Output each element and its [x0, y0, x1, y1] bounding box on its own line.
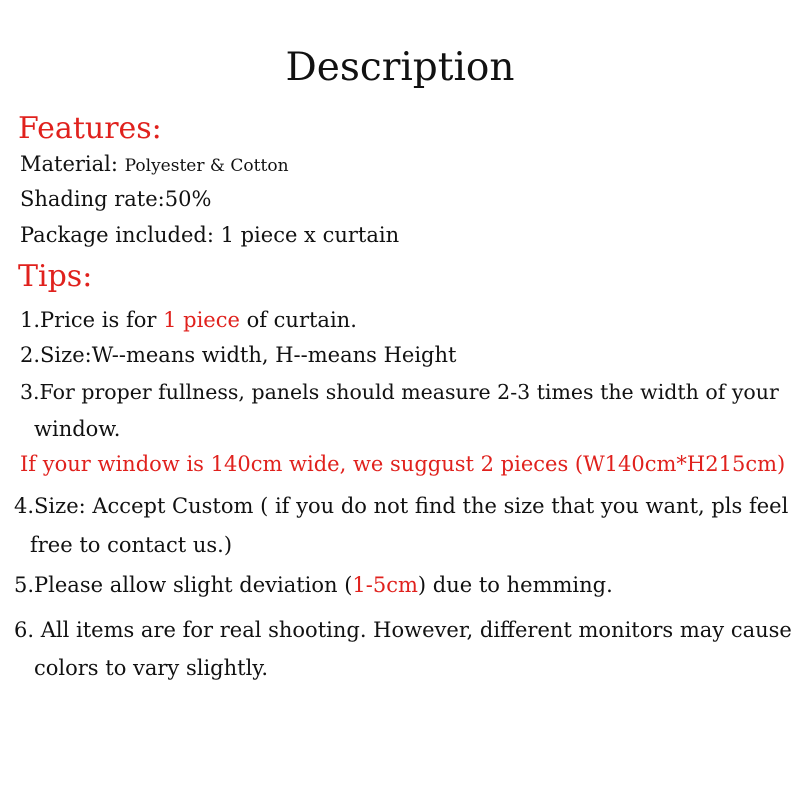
- tip-item-5-prefix: 5.Please allow slight deviation (: [14, 573, 353, 597]
- tip-item-1: [20, 310, 357, 331]
- tip-item-4-line-1: 4.Size: Accept Custom ( if you do not find the size that you want, pls feel: [14, 494, 789, 518]
- tip-item-5-suffix: ) due to hemming.: [417, 573, 613, 597]
- tip-item-4-line-2: free to contact us.): [30, 533, 233, 557]
- tip-item-1-suffix: of curtain.: [239, 308, 357, 332]
- package-included-line: Package included: 1 piece x curtain: [20, 223, 400, 247]
- shading-rate-line: Shading rate:50%: [20, 187, 212, 211]
- material-label: Material:: [20, 152, 118, 176]
- tip-item-1-prefix: 1.Price is for: [20, 308, 164, 332]
- tip-item-2: 2.Size:W--means width, H--means Height: [20, 343, 457, 367]
- material-value: Polyester & Cotton: [124, 156, 289, 176]
- material-line: [20, 154, 289, 175]
- tip-item-5: [14, 575, 613, 596]
- highlight-note: If your window is 140cm wide, we suggust 2 pieces (W140cm*H215cm): [20, 452, 786, 476]
- tip-item-6-line-1: 6. All items are for real shooting. However, different monitors may cause: [14, 618, 792, 642]
- tip-item-1-highlight: 1 piece: [163, 308, 240, 332]
- tip-item-6-line-2: colors to vary slightly.: [34, 656, 269, 680]
- features-heading: Features:: [18, 111, 162, 146]
- tip-item-5-highlight: 1-5cm: [352, 573, 418, 597]
- tip-item-3-line-2: window.: [34, 417, 121, 441]
- page-title: Description: [285, 45, 515, 90]
- tips-heading: Tips:: [18, 259, 93, 294]
- tip-item-3-line-1: 3.For proper fullness, panels should measure 2-3 times the width of your: [20, 380, 779, 404]
